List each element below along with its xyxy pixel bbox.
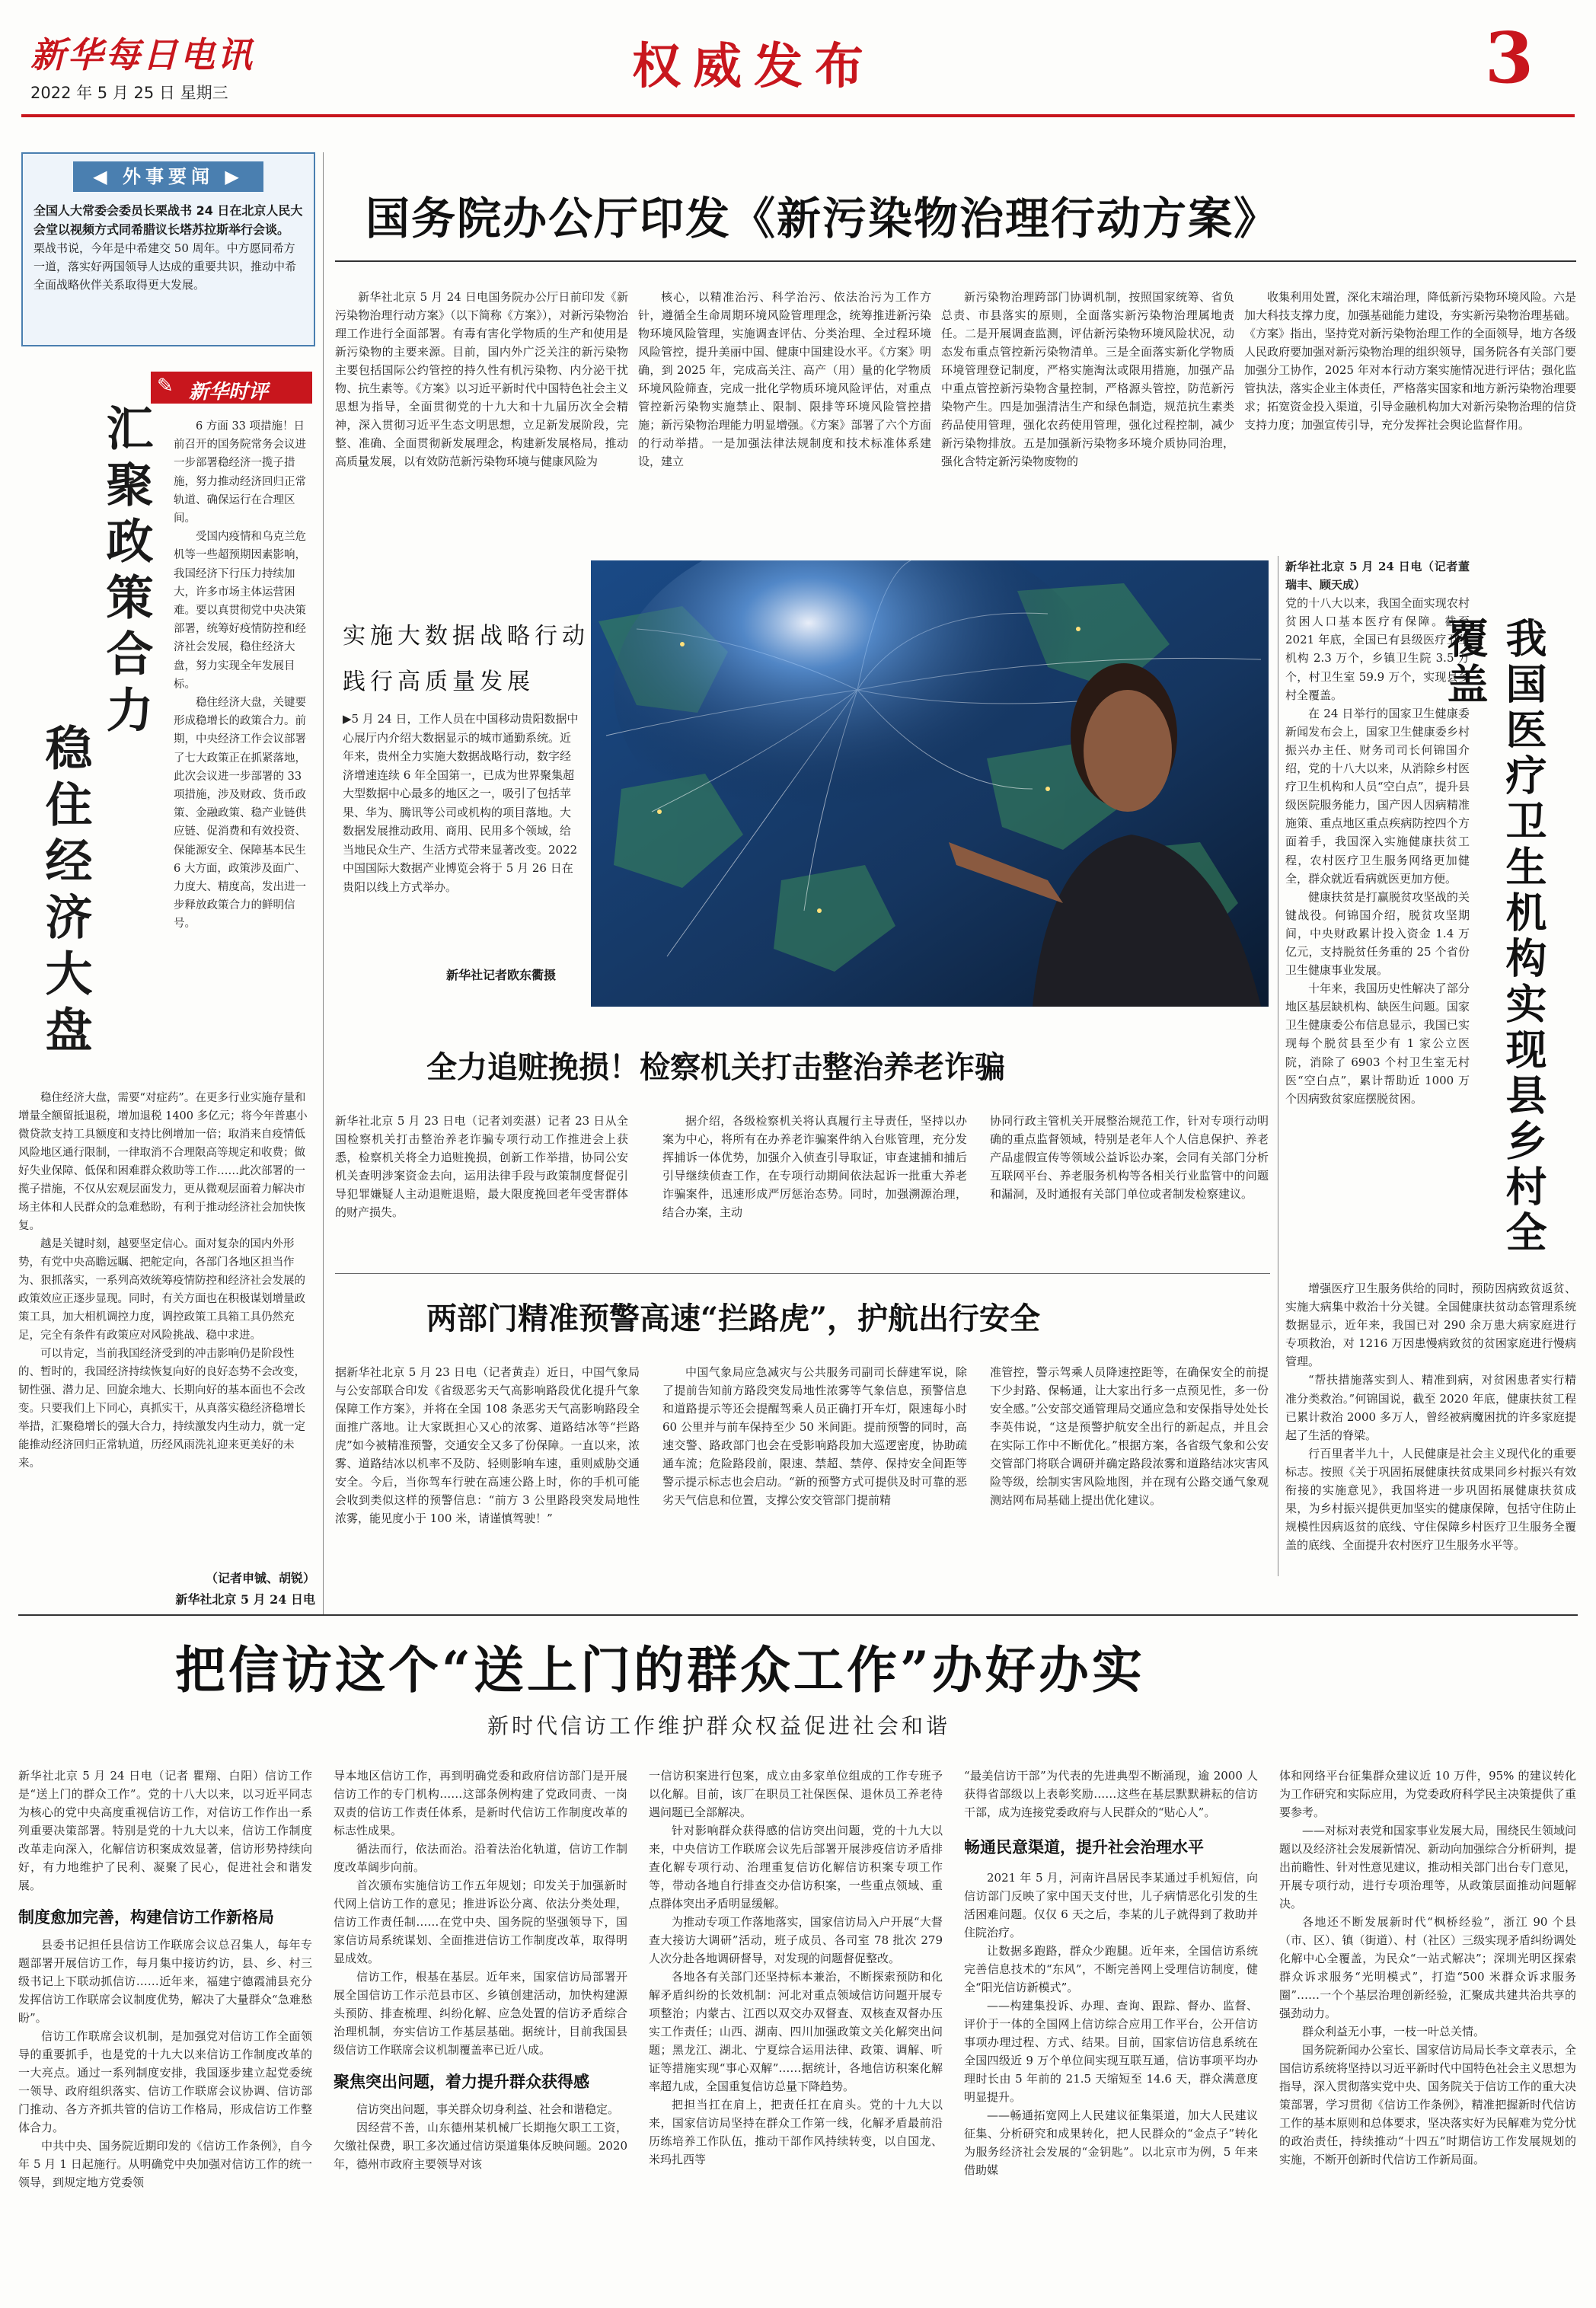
commentary-paragraph: 越是关键时刻，越要坚定信心。面对复杂的国内外形势，有党中央高瞻远瞩、把舵定向，各部门各地区担当作为、狠抓落实，一系列高效统筹疫情防控和经济社会发展的政策效应正逐步显现。同时，有关方面也在积极谋划增量政策工具，加大相机调控力度，调控政策工具箱工具仍然充足，完全有条件有政策应对风险挑战、稳中求进。 [18, 1238, 305, 1342]
petition-paragraph: 信访工作，根基在基层。近年来，国家信访局部署开展全国信访工作示范县市区、乡镇创建活动，加快构建源头预防、排查梳理、纠纷化解、应急处置的信访矛盾综合治理机制，夯实信访工作基层基础。据统计，目前我国县级信访工作联席会议机制覆盖率已近八成。 [334, 1970, 627, 2057]
pen-icon: ✎ [157, 375, 174, 397]
petition-headline: 把信访这个“送上门的群众工作”办好办实 [175, 1640, 1145, 1700]
petition-column-1 [18, 1767, 312, 2300]
vertical-title-1: 汇聚政策合力 [98, 404, 154, 742]
health-paragraph: 健康扶贫是打赢脱贫攻坚战的关键战役。何锦国介绍，脱贫攻坚期间，中央财政累计投入资金 1.4 万亿元，支持脱贫任务重的 25 个省份卫生健康事业发展。 [1285, 889, 1470, 978]
health-paragraph: 增强医疗卫生服务供给的同时，预防因病致贫返贫、实施大病集中救治十分关键。全国健康扶贫动态管理系统数据显示，近年来，我国已对 290 余万患大病家庭进行专项救治，对 1216 万因患慢病致贫的贫困家庭进行慢病管理。 [1285, 1282, 1576, 1369]
paper-name: 新华每日电讯 [30, 34, 254, 75]
petition-column-2 [334, 1767, 627, 2300]
foreign-brief-label: ◀ 外事要闻 ▶ [73, 161, 263, 192]
petition-subheadline: 新时代信访工作维护群众权益促进社会和谐 [487, 1713, 951, 1738]
commentary-paragraph: 6 方面 33 项措施！日前召开的国务院常务会议进一步部署稳经济一揽子措施，努力推动经济回归正常轨道、确保运行在合理区间。 [174, 420, 306, 525]
petition-paragraph: 2021 年 5 月，河南许昌居民李某通过手机短信，向信访部门反映了家中国天支付世，儿子病情恶化引发的生活困难问题。仅仅 6 天之后，李某的儿子就得到了救助并住院治疗。 [964, 1871, 1258, 1939]
data-center-image [591, 560, 1269, 1007]
main-column-1: 新华社北京 5 月 24 日电国务院办公厅日前印发《新污染物治理行动方案》（以下简称《方案》），对新污染物治理工作进行全面部署。有毒有害化学物质的生产和使用是新污染物的主要来源。目前，国内外广泛关注的新污染物主要包括国际公约管控的持久性有机污染物、内分泌干扰物、抗生素等。《方案》以习近平新时代中国特色社会主义思想为指导，全面贯彻党的十九大和十九届历次全会精神，深入贯彻习近平生态文明思想，立足新发展阶段，完整、准确、全面贯彻新发展理念，构建新发展格局，推动高质量发展，以有效防范新污染物环境与健康风险为 [335, 290, 628, 468]
petition-top-rule [18, 1614, 1578, 1616]
petition-paragraph: 让数据多跑路，群众少跑腿。近年来，全国信访系统完善信息技术的“东风”，不断完善网上受理信访制度，健全“阳光信访新模式”。 [964, 1944, 1258, 1994]
petition-paragraph: 循法而行，依法而治。沿着法治化轨道，信访工作制度改革阔步向前。 [334, 1842, 627, 1874]
petition-column-4 [964, 1767, 1258, 2300]
commentary-body [174, 417, 315, 1087]
petition-paragraph: 首次颁布实施信访工作五年规划；印发关于加强新时代网上信访工作的意见；推进诉讼分离、依法分类处理，信访工作责任制……在党中央、国务院的坚强领导下，国家信访局系统谋划、全面推进信访工作制度改革，取得明显成效。 [334, 1879, 627, 1965]
procuratorate-column-1: 新华社北京 5 月 23 日电（记者刘奕湛）记者 23 日从全国检察机关打击整治养老诈骗专项行动工作推进会上获悉，检察机关将全力追赃挽损，创新工作举措，协同公安机关查明涉案资金去向，运用法律手段与政策制度督促引导犯罪嫌疑人主动退赃退赔，最大限度挽回老年受害群体的财产损失。 [335, 1114, 628, 1219]
petition-paragraph: 信访工作联席会议机制，是加强党对信访工作全面领导的重要抓手，也是党的十九大以来信访工作制度改革的一大亮点。通过一系列制度安排，我国逐步建立起党委统一领导、政府组织落实、信访工作联席会议协调、信访部门推动、各方齐抓共管的信访工作格局，形成信访工作整体合力。 [18, 2029, 312, 2134]
health-paragraph: 十年来，我国历史性解决了部分地区基层缺机构、缺医生问题。国家卫生健康委公布信息显示，我国已实现每个脱贫县至少有 1 家公立医院，消除了 6903 个村卫生室无村医“空白点”，累计帮助近 1000 万个因病致贫家庭摆脱贫困。 [1285, 982, 1470, 1106]
masthead-rule [21, 114, 1575, 117]
section-title: 权威发布 [632, 38, 876, 95]
health-paragraph: 党的十八大以来，我国全面实现农村贫困人口基本医疗有保障。截至 2021 年底，全国已有县级医疗卫生机构 2.3 万个，乡镇卫生院 3.5 万个，村卫生室 59.9 万个，实现县乡村全覆盖。 [1285, 596, 1470, 702]
petition-paragraph: ——畅通拓宽网上人民建议征集渠道，加大人民建议征集、分析研究和成果转化，把人民群众的“金点子”转化为服务经济社会发展的“金钥匙”。以北京市为例，5 年来借助媒 [964, 2108, 1258, 2177]
petition-paragraph: 为推动专项工作落地落实，国家信访局入户开展“大督查大接访大调研”活动，班子成员、各司室 78 批次 279 人次分赴各地调研督导，对发现的问题督促整改。 [649, 1915, 943, 1965]
petition-paragraph: 因经营不善，山东德州某机械厂长期拖欠职工工资，欠缴社保费，职工多次通过信访渠道集体反映问题。2020 年，德州市政府主要领导对该 [334, 2121, 627, 2171]
health-paragraph: “帮扶措施落实到人、精准到病，对贫困患者实行精准分类救治。”何锦国说，截至 2020 年底，健康扶贫工程已累计救治 2000 多万人，曾经被病魔困扰的许多家庭提起了生活的脊梁。 [1285, 1373, 1576, 1442]
health-body-lower [1285, 1279, 1576, 1569]
petition-paragraph: 体和网络平台征集群众建议近 10 万件，95% 的建议转化为工作研究和实际应用，为党委政府科学民主决策提供了重要参考。 [1279, 1769, 1576, 1819]
commentary-dateline: 新华社北京 5 月 24 日电 [175, 1592, 315, 1607]
petition-subhead-3: 畅通民意渠道，提升社会治理水平 [964, 1838, 1204, 1856]
petition-paragraph: ——对标对表党和国家事业发展大局，围绕民生领域问题以及经济社会发展新情况、新动向加强综合分析研判，提出前瞻性、针对性意见建议，推动相关部门出台专门意见，开展专项行动，进行专项治理等，从政策层面推动问题解决。 [1279, 1824, 1576, 1911]
commentary-label: ✎ 新华时评 [151, 372, 312, 404]
commentary-paragraph: 受国内疫情和乌克兰危机等一些超预期因素影响，我国经济下行压力持续加大，许多市场主体运营困难。要以真贯彻党中央决策部署，统筹好疫情防控和经济社会发展，稳住经济大盘，努力实现全年发展目标。 [174, 531, 306, 691]
road-headline: 两部门精准预警高速“拦路虎”，护航出行安全 [426, 1301, 1041, 1336]
petition-column-3 [649, 1767, 943, 2300]
petition-paragraph: 一信访积案进行包案，成立由多家单位组成的工作专班予以化解。目前，该厂在职员工社保医保、退休员工养老待遇问题已全部解决。 [649, 1769, 943, 1819]
petition-subhead-1: 制度愈加完善，构建信访工作新格局 [18, 1908, 274, 1927]
petition-paragraph: 群众利益无小事，一枝一叶总关情。 [1302, 2025, 1486, 2038]
petition-paragraph: 各地还不断发展新时代“枫桥经验”，浙江 90 个县（市、区）、镇（街道）、村（社区）三级实现矛盾纠纷调处化解中心全覆盖，为民众“一站式解决”；深圳光明区探索群众诉求服务“光明模式”，打造“500 米群众诉求服务圈”……一个个基层治理创新经验，汇聚成共建共治共享的强劲动力。 [1279, 1915, 1576, 2020]
procuratorate-column-2: 据介绍，各级检察机关将认真履行主导责任，坚持以办案为中心，将所有在办养老诈骗案件纳入台账管理，充分发挥捕诉一体优势，加强介入侦查引导取证，审查逮捕和捕后引导继续侦查工作，在专项行动期间依法起诉一批重大养老诈骗案件，迅速形成严厉惩治态势。同时，加强溯源治理，结合办案，主动 [662, 1114, 967, 1219]
page-number: 3 [1485, 17, 1534, 99]
health-paragraph: 行百里者半九十，人民健康是社会主义现代化的重要标志。按照《关于巩固拓展健康扶贫成果同乡村振兴有效衔接的实施意见》，我国将进一步巩固拓展健康扶贫成果，为乡村振兴提供更加坚实的健康保障，包括守住防止规模性因病返贫的底线、守住保障乡村医疗卫生服务全覆盖的底线、全面提升农村医疗卫生服务水平等。 [1285, 1446, 1576, 1553]
commentary-author: （记者申铖、胡锐） [205, 1571, 315, 1585]
commentary-paragraph: 稳住经济大盘，关键要形成稳增长的政策合力。前期，中央经济工作会议部署了七大政策正在抓紧落地，此次会议进一步部署的 33 项措施，涉及财政、货币政策、金融政策、稳产业链供应链、促消费和有效投资、保能源安全、保障基本民生 6 大方面，政策涉及面广、力度大、精度高，发出进一步释放政策合力的鲜明信号。 [174, 697, 306, 931]
petition-paragraph: 信访突出问题，事关群众切身利益、社会和谐稳定。 [356, 2102, 620, 2116]
road-column-3: 准管控，警示驾乘人员降速控距等，在确保安全的前提下少封路、保畅通，让大家出行多一点预见性，多一份安全感。”公安部交通管理局交通应急和安保指导处处长李英伟说，“这是预警护航安全出行的新起点，并且会在实际工作中不断优化。”根据方案，各省级气象和公安交管部门将联合调研并确定路段浓雾和道路结冰灾害风险等级，绘制实害风险地图，并在现有公路交通气象观测站网布局基础上提出优化建议。 [990, 1365, 1269, 1507]
main-column-4: 收集利用处置，深化末端治理，降低新污染物环境风险。六是加大科技支撑力度，加强基础能力建设，夯实新污染物治理基础。《方案》指出，坚持党对新污染物治理工作的全面领导，地方各级人民政府要加强对新污染物治理的组织领导，国务院各有关部门要加强分工协作，2025 年对本行动方案实施情况进行评估；强化监管执法，落实企业主体责任，严格落实国家和地方新污染物治理要求；拓宽资金投入渠道，引导金融机构加大对新污染物治理的信贷支持力度；加强宣传引导，充分发挥社会舆论监督作用。 [1244, 290, 1576, 432]
petition-paragraph: 把担当扛在肩上，把责任扛在肩头。党的十九大以来，国家信访局坚持在群众工作第一线，化解矛盾最前沿历练培养工作队伍，推动干部作风持续转变，以自国龙、米玛扎西等 [649, 2098, 943, 2166]
main-headline: 国务院办公厅印发《新污染物治理行动方案》 [365, 193, 1280, 244]
section-rule [335, 1273, 1270, 1274]
commentary-vertical-title [37, 404, 160, 1104]
foreign-brief-headline: 全国人大常委会委员长栗战书 24 日在北京人民大会堂以视频方式同希腊议长塔苏拉斯举行会谈。 [34, 203, 303, 237]
petition-paragraph: 导本地区信访工作，再到明确党委和政府信访部门是开展信访工作的专门机构……这部条例构建了党政同责、一岗双责的信访工作责任体系，是新时代信访工作制度改革的标志性成果。 [334, 1769, 627, 1837]
vertical-title-2: 稳住经济大盘 [37, 723, 93, 1061]
big-data-photo [591, 560, 1269, 1007]
petition-paragraph: 县委书记担任县信访工作联席会议总召集人，每年专题部署开展信访工作，每月集中接访约访，县、乡、村三级书记上下联动抓信访……近年来，福建宁德霞浦县充分发挥信访工作联席会议制度优势，解决了大量群众“急难愁盼”。 [18, 1938, 312, 2025]
arrow-right-icon: ▶ [225, 166, 244, 187]
petition-paragraph: 各地各有关部门还坚持标本兼治，不断探索预防和化解矛盾纠纷的长效机制：河北对重点领域信访问题开展专项整治；内蒙古、江西以双交办双督查、双核查双督办压实工作责任；山西、湖南、四川加强政策文关化解突出问题；黑龙江、湖北、宁夏综合运用法律、政策、调解、听证等措施实现“事心双解”……据统计，各地信访积案化解率超九成，全国重复信访总量下降趋势。 [649, 1970, 943, 2093]
petition-paragraph: 国务院新闻办公室长、国家信访局局长李文章表示，全国信访系统将坚持以习近平新时代中国特色社会主义思想为指导，深入贯彻落实党中央、国务院关于信访工作的重大决策部署，学习贯彻《信访工作条例》，精准把握新时代信访工作的基本原则和总体要求，坚决落实好为民解难为党分忧的政治责任，持续推动“十四五”时期信访工作发展规划的实施，不断开创新时代信访工作新局面。 [1279, 2043, 1576, 2166]
commentary-body-lower [18, 1089, 315, 1561]
petition-paragraph: “最美信访干部”为代表的先进典型不断涌现，逾 2000 人获得省部级以上表彰奖励……这些在基层默默耕耘的信访干部，成为连接党委政府与人民群众的“贴心人”。 [964, 1769, 1258, 1819]
arrow-left-icon: ◀ [93, 166, 112, 187]
road-column-2: 中国气象局应急减灾与公共服务司副司长薛建军说，除了提前告知前方路段突发局地性浓雾等气象信息，预警信息和道路提示等还会提醒驾乘人员正确打开车灯，限速每小时 60 公里并与前车保持至少 50 米间距。提前预警的同时，高速交警、路政部门也会在受影响路段加大巡逻密度，协助疏通车流；危险路段前，限速、禁超、禁停、保持安全间距等警示提示标志也会启动。“新的预警方式可提供及时可靠的恶劣天气信息和位置，支撑公安交管部门提前精 [662, 1365, 967, 1507]
left-column-divider [323, 152, 324, 1614]
petition-subhead-2: 聚焦突出问题，着力提升群众获得感 [334, 2073, 589, 2091]
health-paragraph: 在 24 日举行的国家卫生健康委新闻发布会上，国家卫生健康委乡村振兴办主任、财务司司长何锦国介绍，党的十八大以来，从消除乡村医疗卫生机构和人员“空白点”，提升县级医院服务能力，国产因人因病精准施策、重点地区重点疾病防控四个方面着手，我国深入实施健康扶贫工程，农村医疗卫生服务网络更加健全，群众就近看病就医更加方便。 [1285, 706, 1470, 886]
photo-title-line-2: 践行高质量发展 [343, 669, 535, 695]
main-column-3: 新污染物治理跨部门协调机制，按照国家统筹、省负总责、市县落实的原则，全面落实新污染物治理属地责任。二是开展调查监测，评估新污染物环境风险状况，动态发布重点管控新污染物清单。三是全面落实新化学物质环境管理登记制度，严格实施淘汰或限用措施，加强产品中重点管控新污染物含量控制，严格源头管控，防范新污染物产生。四是加强清洁生产和绿色制造，规范抗生素类药品使用管理，强化农药使用管理，强化过程控制，减少新污染物排放。五是加强新污染物多环境介质协同治理，强化含特定新污染物废物的 [941, 290, 1234, 468]
petition-paragraph: ——构建集投诉、办理、查询、跟踪、督办、监督、评价于一体的全国网上信访综合应用工作平台，公开信访事项办理过程、方式、结果。目前，国家信访信息系统在全国四级近 9 万个单位间实现互联互通，信访事项平均办理时长由 5 年前的 21.5 天缩短至 14.6 天，群众满意度明显提升。 [964, 1999, 1258, 2104]
main-headline-rule [335, 260, 1576, 262]
date-line: 2022 年 5 月 25 日 星期三 [30, 84, 228, 102]
foreign-brief [21, 152, 315, 346]
petition-column-5 [1279, 1767, 1576, 2300]
masthead [0, 0, 1596, 129]
road-column-1: 据新华社北京 5 月 23 日电（记者黄垚）近日，中国气象局与公安部联合印发《省级恶劣天气高影响路段优化提升气象保障工作方案》，并将在全国 108 条恶劣天气高影响路段全面推广落地。让大家既担心又心的浓雾、道路结冰等“拦路虎”如今被精准预警，交通安全又多了份保障。一直以来，浓雾、道路结冰以机率不及防、轻则影响车速，重则威胁交通安全。今后，当你驾车行驶在高速公路上时，你的手机可能会收到类似这样的预警信息：“前方 3 公里路段突发局地性浓雾，能见度小于 100 米，请谨慎驾驶！” [335, 1365, 640, 1525]
procuratorate-headline: 全力追赃挽损！检察机关打击整治养老诈骗 [426, 1049, 1005, 1085]
health-byline: 新华社北京 5 月 24 日电（记者董瑞丰、顾天成） [1285, 560, 1470, 592]
health-vertical-headline: 我国医疗卫生机构实现县乡村全覆盖 [1441, 617, 1548, 1256]
procuratorate-column-3: 协同行政主管机关开展整治规范工作，针对专项行动明确的重点监督领域，特别是老年人个人信息保护、养老产品虚假宣传等领域公益诉讼办案，会同有关部门分析互联网平台、养老服务机构等各相关行业监管中的问题和漏洞，及时通报有关部门单位或者制发检察建议。 [990, 1114, 1269, 1201]
petition-lead: 新华社北京 5 月 24 日电（记者 瞿翔、白阳）信访工作是“送上门的群众工作”。党的十八大以来，以习近平同志为核心的党中央高度重视信访工作，对信访工作作出一系列重要决策部署。特别是党的十九大以来，信访工作制度改革走向深入，化解信访积案成效显著，信访形势持续向好，有力地维护了民利、凝聚了民心，促进社会和谐发展。 [18, 1769, 312, 1892]
xinhua-logo [30, 27, 320, 104]
photo-caption: ▶5 月 24 日，工作人员在中国移动贵阳数据中心展厅内介绍大数据显示的城市通勤系统。近年来，贵州全力实施大数据战略行动，数字经济增速连续 6 年全国第一，已成为世界聚集超大型数据中心最多的地区之一，吸引了包括苹果、华为、腾讯等公司或机构的项目落地。大数据发展推动政用、商用、民用多个领域，给当地民众生产、生活方式带来显著改变。2022 中国国际大数据产业博览会将于 5 月 26 日在贵阳以线上方式举办。 [343, 712, 579, 894]
photo-title-line-1: 实施大数据战略行动 [343, 623, 589, 650]
main-column-2: 核心，以精准治污、科学治污、依法治污为工作方针，遵循全生命周期环境风险管理理念，统筹推进新污染物环境风险管理，实施调查评估、分类治理、全过程环境风险管控，提升美丽中国、健康中国建设水平。《方案》明确，到 2025 年，完成高关注、高产（用）量的化学物质环境风险筛查，完成一批化学物质环境风险评估，对重点管控新污染物实施禁止、限制、限排等环境风险管控措施；新污染物治理能力明显增强。《方案》部署了六个方面的行动举措。一是加强法律法规制度和技术标准体系建设，建立 [638, 290, 931, 468]
foreign-brief-body: 栗战书说，今年是中希建交 50 周年。中方愿同希方一道，落实好两国领导人达成的重要共识，推动中希全面战略伙伴关系取得更大发展。 [34, 241, 297, 292]
photo-credit: 新华社记者欧东衢摄 [446, 968, 557, 982]
petition-paragraph: 针对影响群众获得感的信访突出问题，党的十九大以来，中央信访工作联席会议先后部署开展涉疫信访矛盾排查化解专项行动、治理重复信访化解信访积案专项工作等，带动各地自行排查交办信访积案，一些重点领域、重点群体突出矛盾明显缓解。 [649, 1824, 943, 1911]
commentary-paragraph: 稳住经济大盘，需要“对症药”。在更多行业实施存量和增量全额留抵退税，增加退税 1400 多亿元；将今年普惠小微贷款支持工具额度和支持比例增加一倍；取消来自疫情低风险地区通行限制，一律取消不合理限高等规定和收费；做好失业保障、低保和困难群众救助等工作……此次部署的一揽子措施，不仅从宏观层面发力，更从微观层面着力解决市场主体和人民群众的急难愁盼，有利于推动经济社会加快恢复。 [18, 1092, 308, 1232]
commentary-paragraph: 可以肯定，当前我国经济受到的冲击影响仍是阶段性的、暂时的，我国经济持续恢复向好的良好态势不会改变，韧性强、潜力足、回旋余地大、长期向好的基本面也不会改变。只要我们上下同心，真抓实干，从真落实稳经济稳增长举措，汇聚稳增长的强大合力，持续激发内生动力，就一定能推动经济回归正常轨道，历经风雨洗礼迎来更美好的未来。 [18, 1348, 305, 1470]
petition-paragraph: 中共中央、国务院近期印发的《信访工作条例》，自今年 5 月 1 日起施行。从明确党中央加强对信访工作的统一领导，到规定地方党委领 [18, 2139, 312, 2189]
